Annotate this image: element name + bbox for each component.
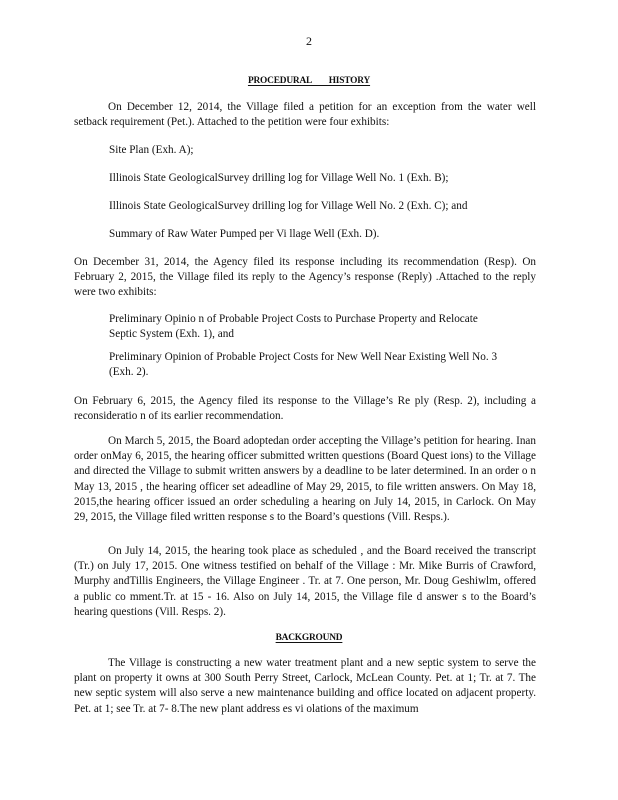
paragraph-hearing: On July 14, 2015, the hearing took place as scheduled , and the Board received the transcript (Tr.) on July 17, 2015. One witness testified on behalf of the Village : Mr. Mike Burris of Crawford, Murphy andTillis Engineers, the Village Engineer . Tr. at 7. One person, Mr. Doug Geshiwlm, offered a public co mment.Tr. at 15 - 16. Also on July 14, 2015, the Village file d answer s to the Board’s hearing questions (Vill. Resps. 2). — [74, 545, 536, 618]
paragraph-board-order: On March 5, 2015, the Board adoptedan order accepting the Village’s petition for hearing. Inan order onMay 6, 2015, the hearing officer submitted written questions (Board Quest ions) to the Village and directed the Village to submit written answers by a deadline to be later determined. In an order o n May 13, 2015 , the hearing officer set adeadline of May 29, 2015, to file written answers. On May 18, 2015,the hearing officer issued an order scheduling a hearing on July 14, 2015, in Carlock. On May 29, 2015, the Village filed written response s to the Board’s questions (Vill. Resps.). — [74, 435, 536, 524]
heading-procedural-history-text: PROCEDURAL HISTORY — [247, 76, 371, 86]
heading-background — [0, 631, 618, 646]
exhibit-item-d: Summary of Raw Water Pumped per Vi llage Well (Exh. D). — [109, 228, 380, 240]
exhibit-item-2: Preliminary Opinion of Probable Project Costs for New Well Near Existing Well No. 3 (Exh. 2). — [109, 351, 498, 379]
paragraph-background: The Village is constructing a new water treatment plant and a new septic system to serve the plant on property it owns at 300 South Perry Street, Carlock, McLean County. Pet. at 1; Tr. at 7. The new septic system will also serve a new maintenance building and office located on adjacent property. Pet. at 1; see Tr. at 7- 8.The new plant address es vi olations of the maximum — [74, 657, 536, 715]
exhibit-item-a: Site Plan (Exh. A); — [109, 144, 194, 156]
paragraph-petition-filed: On December 12, 2014, the Village filed a petition for an exception from the water well setback requirement (Pet.). Attached to the petition were four exhibits: — [74, 101, 536, 129]
heading-background-text: BACKGROUND — [275, 633, 343, 643]
exhibit-item-b: Illinois State GeologicalSurvey drilling log for Village Well No. 1 (Exh. B); — [109, 172, 449, 184]
page-number: 2 — [306, 34, 312, 48]
paragraph-agency-response-2: On February 6, 2015, the Agency filed its response to the Village’s Re ply (Resp. 2), including a reconsideratio n of its earlier recommendation. — [74, 395, 536, 423]
heading-procedural-history — [0, 74, 618, 89]
exhibit-item-1: Preliminary Opinio n of Probable Project Costs to Purchase Property and Relocate Septic System (Exh. 1), and — [109, 313, 478, 341]
paragraph-agency-response: On December 31, 2014, the Agency filed its response including its recommendation (Resp). On February 2, 2015, the Village filed its reply to the Agency’s response (Reply) .Attached to the reply were two exhibits: — [74, 256, 536, 299]
exhibit-item-c: Illinois State GeologicalSurvey drilling log for Village Well No. 2 (Exh. C); and — [109, 200, 468, 212]
